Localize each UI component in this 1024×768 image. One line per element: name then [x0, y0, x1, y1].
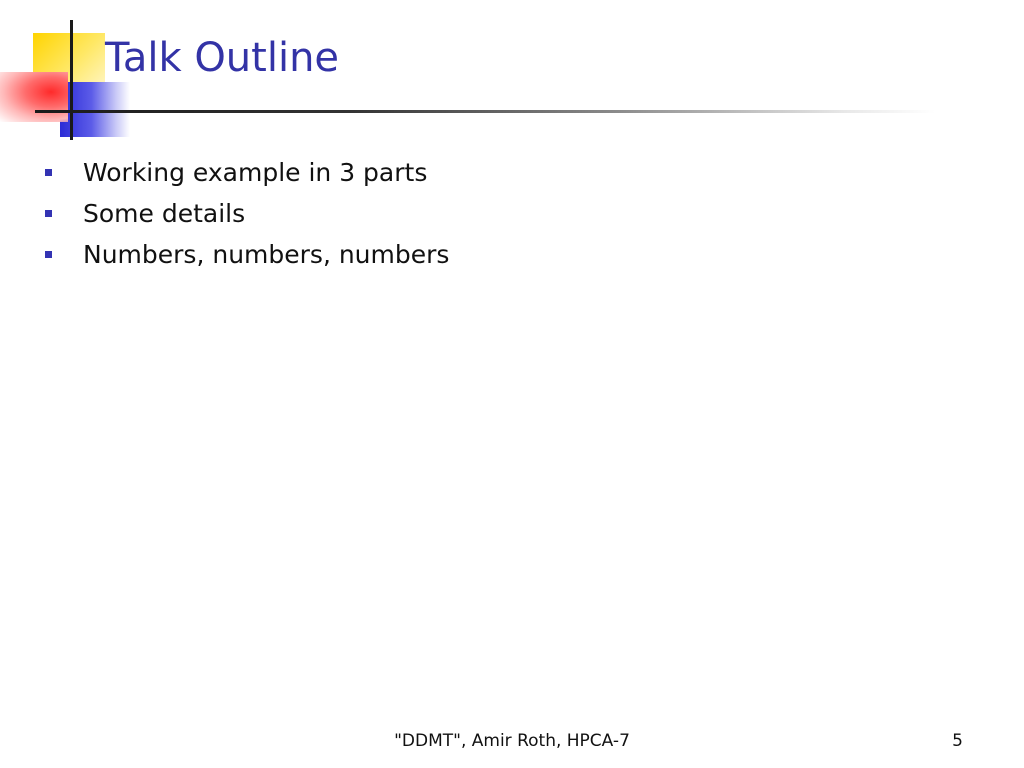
- vertical-rule-decoration: [70, 20, 73, 140]
- bullet-text: Working example in 3 parts: [83, 158, 428, 187]
- list-item: [45, 234, 449, 275]
- bullet-list: [45, 152, 449, 275]
- page-number: 5: [952, 731, 963, 751]
- square-bullet-icon: [45, 210, 52, 217]
- title-underline-rule: [35, 110, 935, 113]
- list-item: [45, 152, 449, 193]
- list-item: [45, 193, 449, 234]
- slide-title: Talk Outline: [105, 35, 340, 81]
- square-bullet-icon: [45, 251, 52, 258]
- footer-credit: "DDMT", Amir Roth, HPCA-7: [394, 731, 630, 751]
- bullet-text: Numbers, numbers, numbers: [83, 240, 450, 269]
- red-glow-decoration: [0, 72, 68, 122]
- square-bullet-icon: [45, 169, 52, 176]
- bullet-text: Some details: [83, 199, 246, 228]
